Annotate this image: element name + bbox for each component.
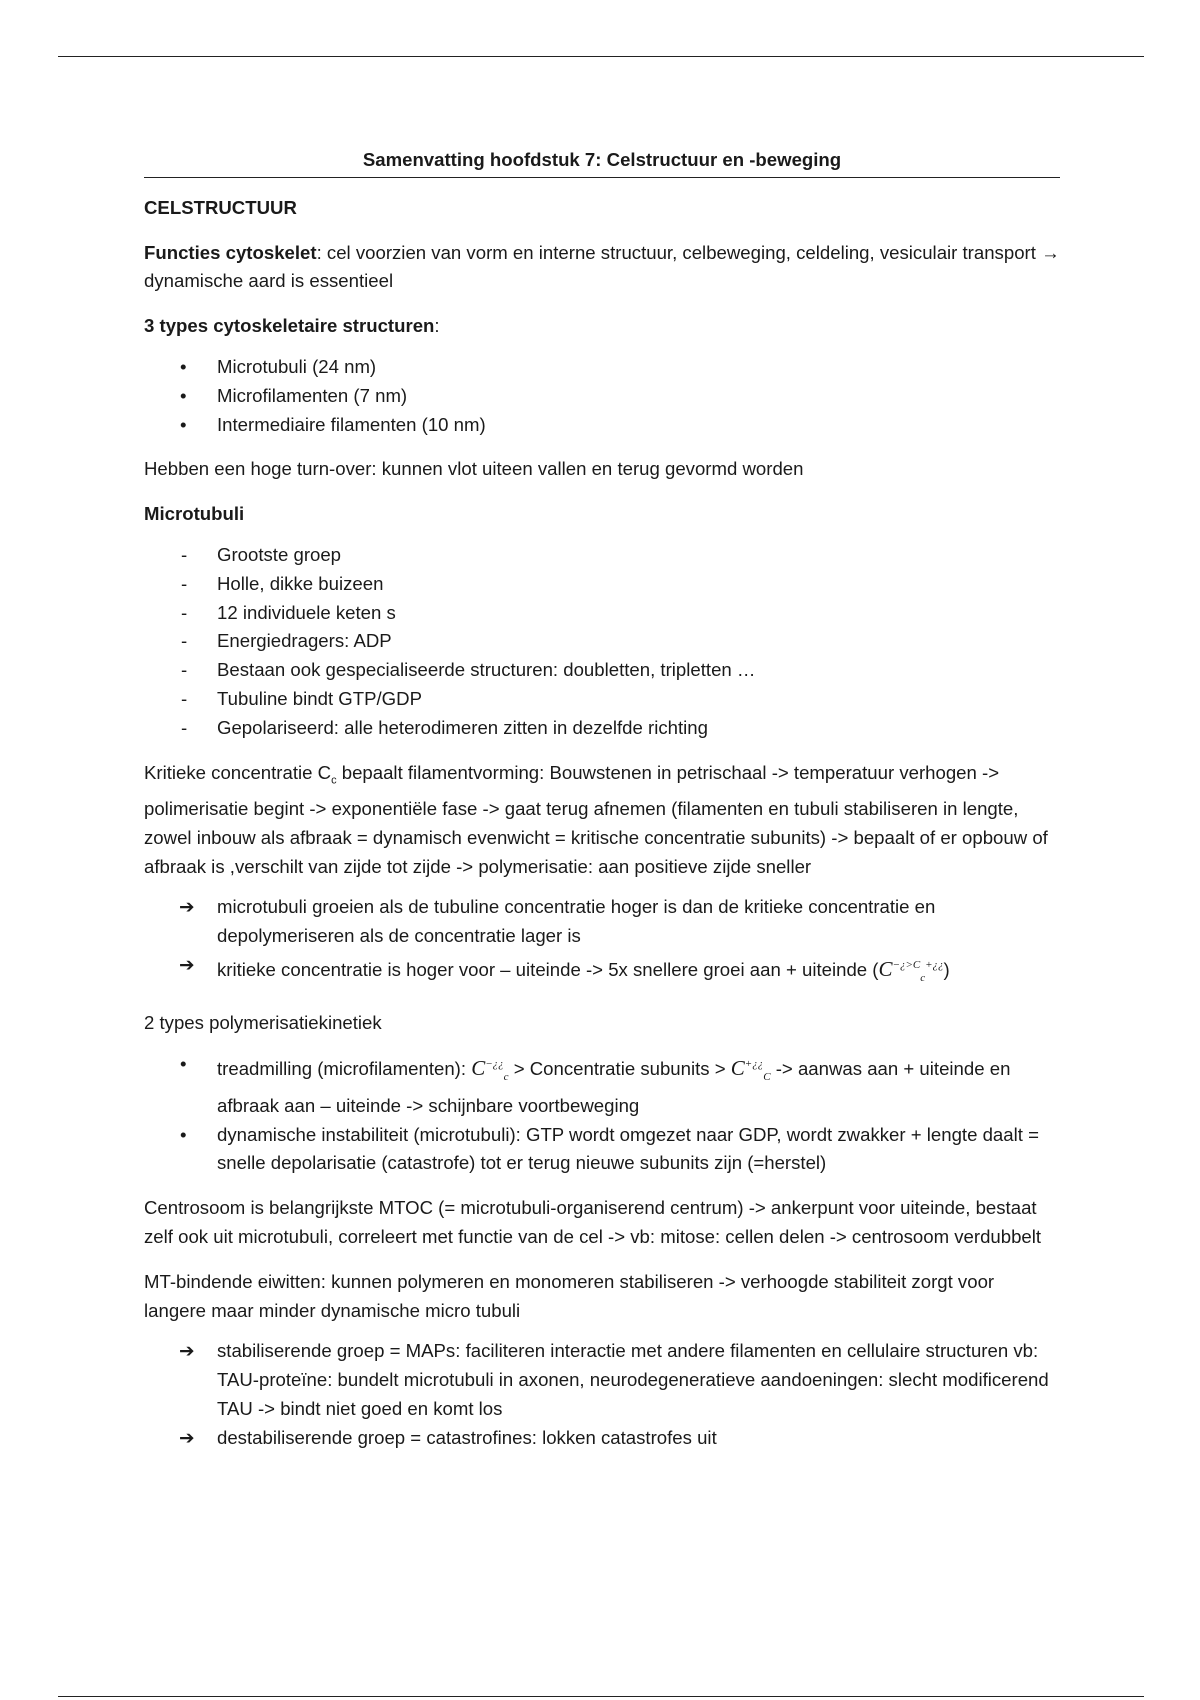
document-body [144, 146, 1060, 1453]
arrow-bullet-icon: ➔ [179, 1426, 195, 1448]
right-arrow-icon: → [1041, 241, 1060, 263]
functies-label: Functies cytoskelet [144, 241, 317, 263]
list-item: ➔ microtubuli groeien als de tubuline concentratie hoger is dan de kritieke concentratie en depolymeriseren als de concentratie lager is [144, 893, 1060, 951]
formula: $C^{-¿>C}_c^{+¿¿}$ [878, 957, 944, 985]
types-heading: 3 types cytoskeletaire structuren: [144, 315, 440, 337]
list-item: - 12 individuele keten s [144, 599, 1060, 628]
list-item: - Bestaan ook gespecialiseerde structuren: doubletten, tripletten … [144, 656, 1060, 685]
list-item: • Intermediaire filamenten (10 nm) [144, 411, 1060, 440]
formula: $C^{+¿¿}_C$ [730, 1055, 771, 1084]
kinetiek-list [144, 1050, 1060, 1178]
turnover-paragraph: Hebben een hoge turn-over: kunnen vlot uiteen vallen en terug gevormd worden [144, 458, 804, 480]
arrow-bullet-icon: ➔ [179, 896, 195, 918]
bullet-icon [180, 1050, 187, 1079]
list-item: • Microfilamenten (7 nm) [144, 382, 1060, 411]
list-item: • dynamische instabiliteit (microtubuli): GTP wordt omgezet naar GDP, wordt zwakker + lengte daalt = snelle depolarisatie (catastrofe) tot er terug nieuwe subunits zijn (=herstel) [144, 1121, 1060, 1179]
dash-icon [181, 599, 187, 628]
microtubuli-list [144, 541, 1060, 743]
dash-icon [181, 541, 187, 570]
list-item: • Microtubuli (24 nm) [144, 353, 1060, 382]
bullet-icon [180, 411, 187, 440]
bullet-icon [180, 1121, 187, 1150]
arrow-bullet-icon: ➔ [179, 1340, 195, 1362]
list-item: ➔ destabiliserende groep = catastrofines: lokken catastrofes uit [144, 1424, 1060, 1453]
section-heading: CELSTRUCTUUR [144, 196, 297, 218]
bullet-icon [180, 382, 187, 411]
list-item: ➔ stabiliserende groep = MAPs: faciliteren interactie met andere filamenten en cellulaire structuren vb: TAU-proteïne: bundelt microtubuli in axonen, neurodegeneratieve aandoeningen: slecht modificerend TAU -> bindt niet goed en komt los [144, 1337, 1060, 1423]
dash-icon [181, 570, 187, 599]
centrosoom-paragraph: Centrosoom is belangrijkste MTOC (= microtubuli-organiserend centrum) -> ankerpunt voor uiteinde, bestaat zelf ook uit microtubuli, correleert met functie van de cel -> vb: mitose: cellen delen -> centrosoom verdubbelt [144, 1197, 1042, 1247]
list-item: - Holle, dikke buizeen [144, 570, 1060, 599]
functies-paragraph: Functies cytoskelet: cel voorzien van vorm en interne structuur, celbeweging, celdeling, vesiculair transport → dynamische aard is essentieel [144, 241, 1060, 292]
dash-icon [181, 714, 187, 743]
footer-rule [58, 1696, 1144, 1697]
list-item: - Tubuline bindt GTP/GDP [144, 685, 1060, 714]
formula: $C^{-¿¿}_c$ [471, 1055, 509, 1084]
list-item: - Gepolariseerd: alle heterodimeren zitten in dezelfde richting [144, 714, 1060, 743]
list-item: - Grootste groep [144, 541, 1060, 570]
dash-icon [181, 656, 187, 685]
mt-bindend-arrow-list [144, 1337, 1060, 1452]
microtubuli-heading: Microtubuli [144, 503, 245, 525]
header-rule [58, 56, 1144, 57]
mt-bindend-paragraph: MT-bindende eiwitten: kunnen polymeren en monomeren stabiliseren -> verhoogde stabiliteit zorgt voor langere maar minder dynamische micro tubuli [144, 1270, 995, 1321]
bullet-icon [180, 353, 187, 382]
arrow-bullet-icon: ➔ [179, 954, 195, 976]
kritieke-arrow-list [144, 893, 1060, 993]
list-item: ➔ kritieke concentratie is hoger voor – uiteinde -> 5x snellere groei aan + uiteinde $(C^{-¿>C}_c^{+¿¿})$ [144, 951, 1060, 993]
list-item: • treadmilling (microfilamenten): $C^{-¿¿}_c$ > Concentratie subunits > $C^{+¿¿}_C$ -> aanwas aan + uiteinde en afbraak aan – uiteinde -> schijnbare voortbeweging [144, 1050, 1060, 1121]
kinetiek-intro: 2 types polymerisatiekinetiek [144, 1012, 382, 1034]
document-title: Samenvatting hoofdstuk 7: Celstructuur en -beweging [144, 146, 1060, 178]
kritieke-paragraph: Kritieke concentratie $C_c$ bepaalt filamentvorming: Bouwstenen in petrischaal -> temperatuur verhogen -> polimerisatie begint -> exponentiële fase -> gaat terug afnemen (filamenten en tubuli stabiliseren in lengte, zowel inbouw als afbraak = dynamisch evenwicht = kritische concentratie subunits) -> bepaalt of er opbouw of afbraak is ,verschilt van zijde tot zijde -> polymerisatie: aan positieve zijde sneller [144, 761, 1048, 877]
dash-icon [181, 685, 187, 714]
dash-icon [181, 627, 187, 656]
list-item: - Energiedragers: ADP [144, 627, 1060, 656]
types-list [144, 353, 1060, 439]
